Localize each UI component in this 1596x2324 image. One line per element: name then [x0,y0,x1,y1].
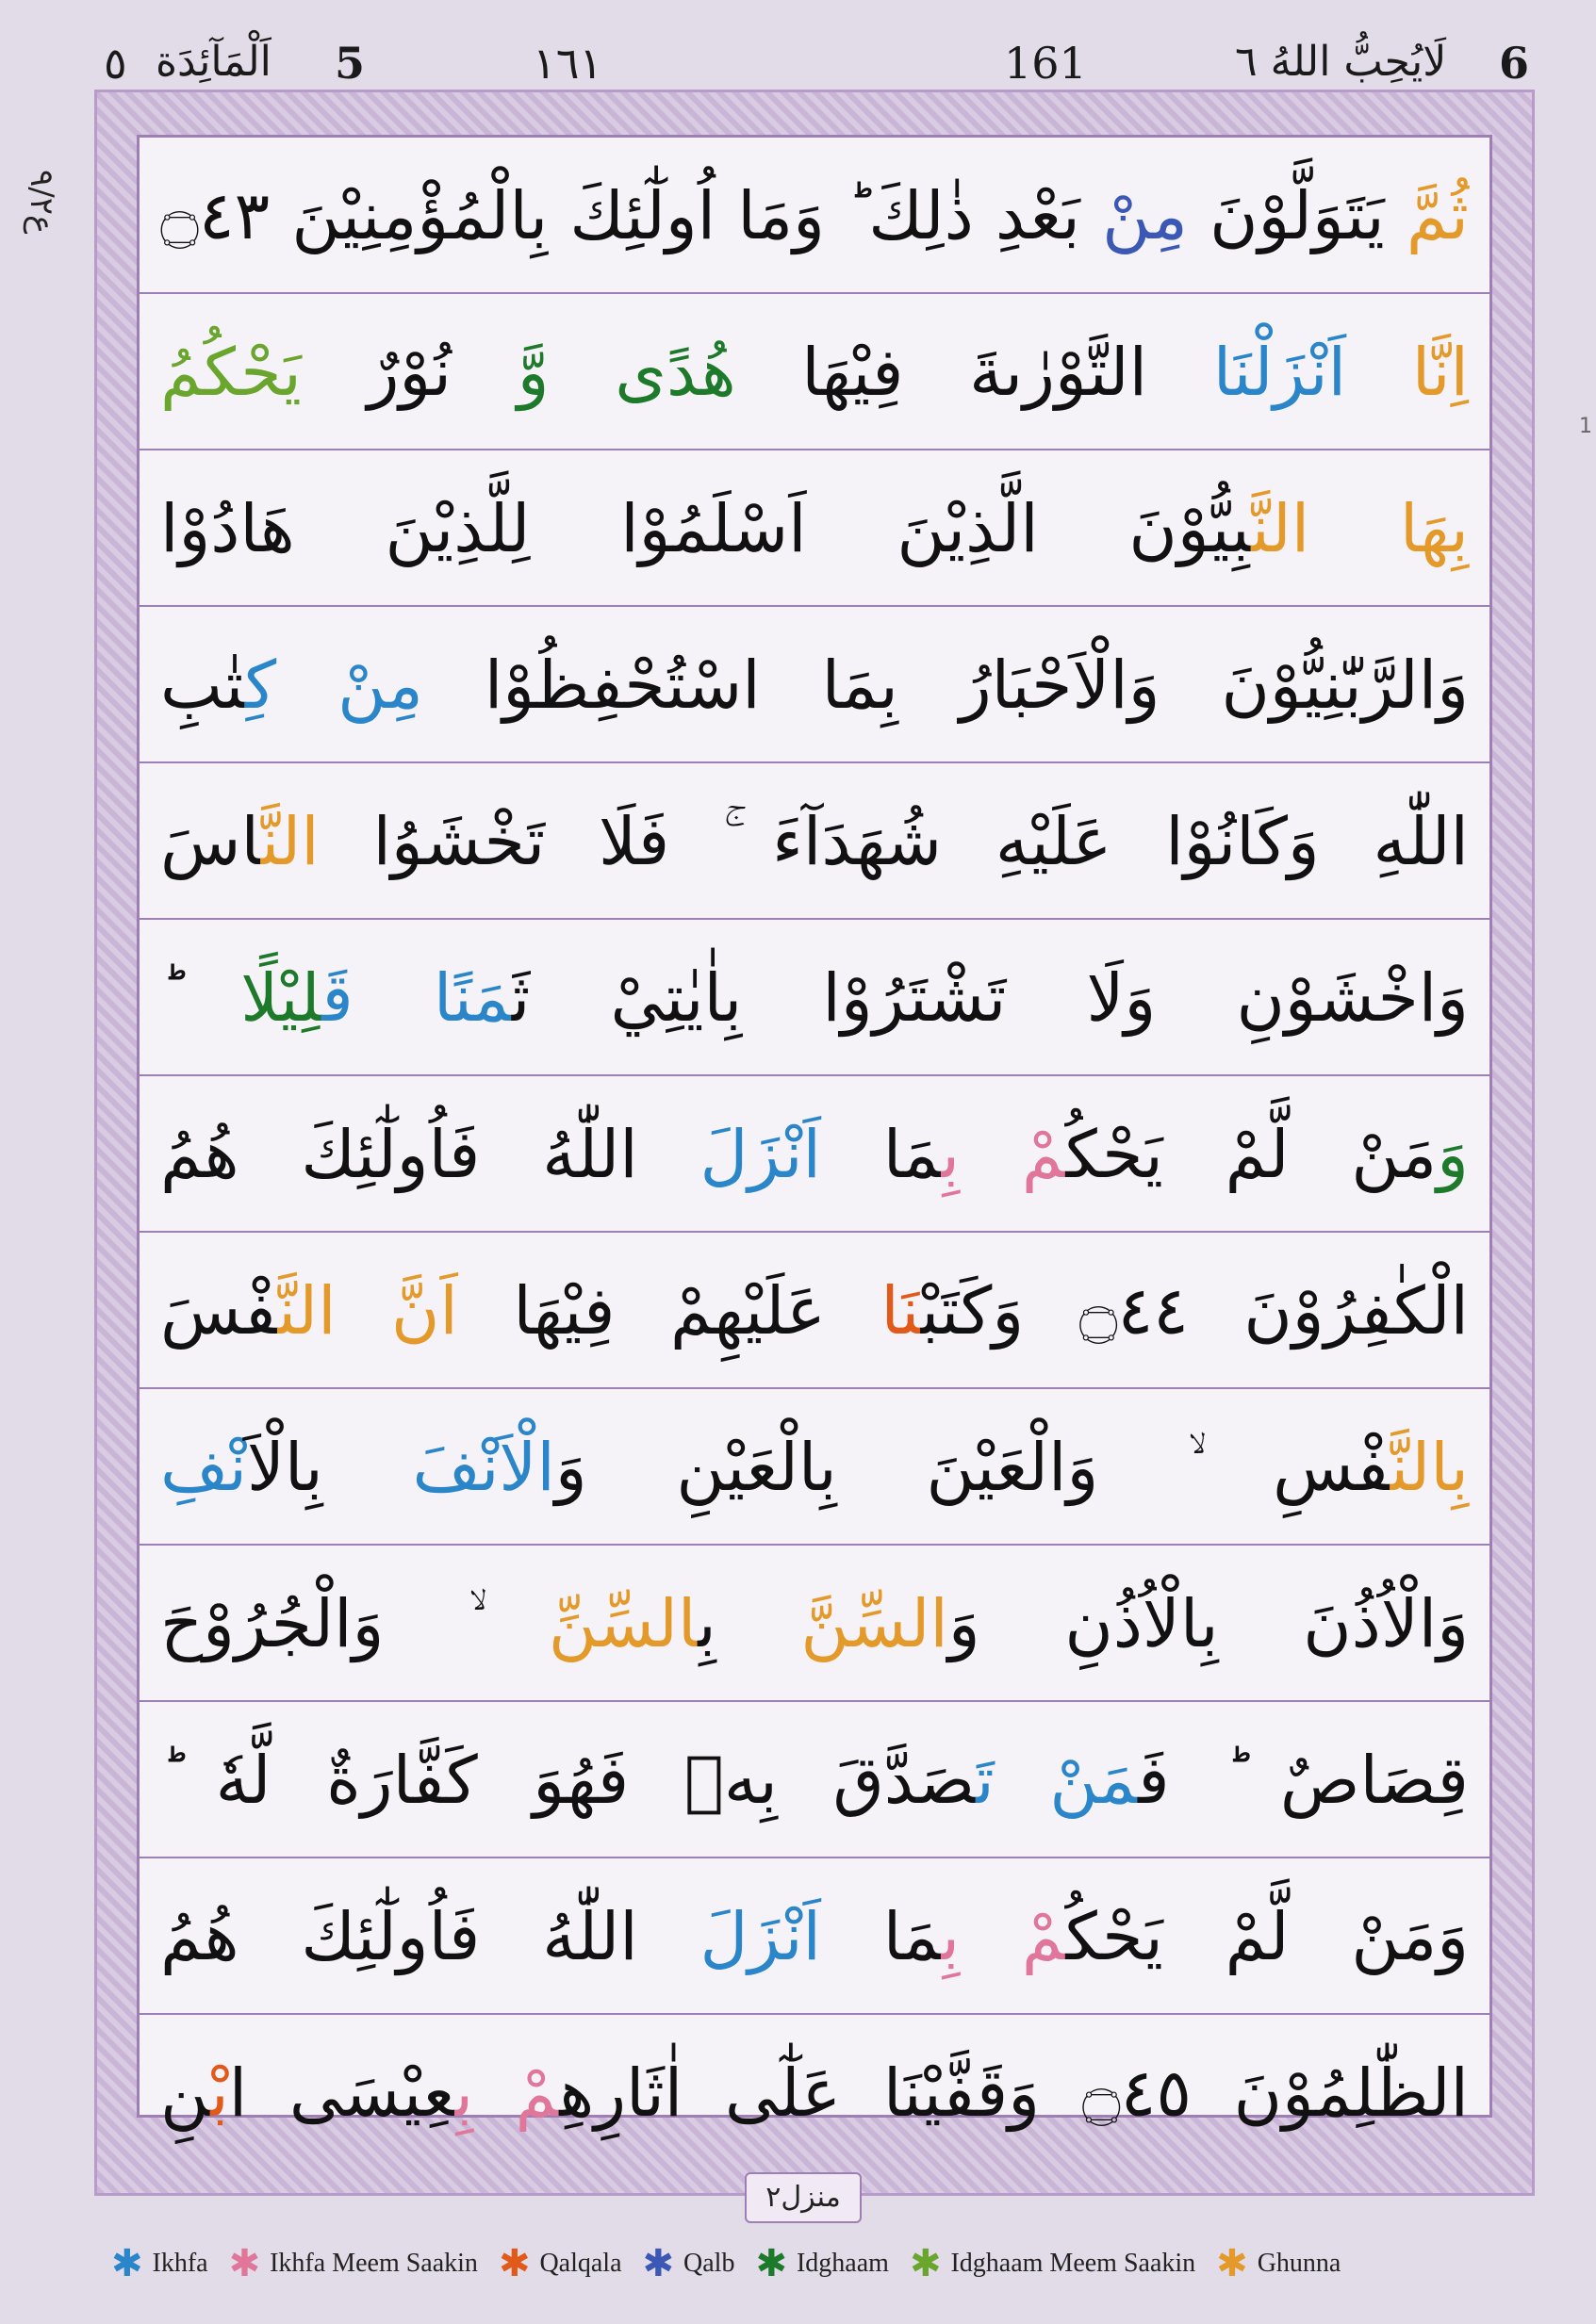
text-segment: فْسِ ۙ وَالْعَيْنَ بِالْعَيْنِ وَ [554,1429,1390,1506]
page-number: 161 [1004,38,1087,89]
surah-number: 5 [335,38,366,89]
tajweed-ikhfa-segment: مِنْ كِ [244,646,423,724]
star-icon: ✱ [111,2242,143,2285]
tajweed-ghunna-segment: السِّنِّ [548,1585,699,1662]
tajweed-ghunna-segment: بِهَا النَّ [1251,490,1470,567]
legend-item [909,2242,1196,2285]
legend-item [642,2242,735,2285]
legend-label: Ikhfa [152,2249,208,2278]
juz-name: لَايُحِبُّ اللهُ ٦ [1235,38,1447,86]
ayah-line [140,1702,1489,1858]
text-segment: ۙ وَالْجُرُوْحَ [160,1585,549,1662]
text-segment [1346,334,1412,411]
legend-item [228,2242,478,2285]
legend-label: Ghunna [1257,2249,1341,2278]
text-segment: صَدَّقَ بِهٖ فَهُوَ كَفَّارَةٌ لَّهٗ ؕ [160,1742,977,1819]
tajweed-ghunna-segment: بِالنَّ [1390,1429,1470,1506]
star-icon: ✱ [1216,2242,1248,2285]
star-icon: ✱ [755,2242,787,2285]
text-segment: عَلَيْهِمْ فِيْهَا [457,1272,881,1350]
text-segment: الْكٰفِرُوْنَ ۝٤٤ وَكَتَبْ [920,1272,1469,1350]
text-segment: يَتَوَلَّوْنَ [1187,177,1407,254]
star-icon: ✱ [498,2242,531,2285]
side-tick: 1 [1579,415,1592,438]
tajweed-ikhfa-meem-segment: مْ بِ [454,2054,560,2132]
ayah-line [140,1858,1489,2015]
legend-item [111,2242,208,2285]
ruku-marker: ع٩/٢ [23,170,60,235]
text-segment: وَالْاُذُنَ بِالْاُذُنِ وَ [947,1585,1469,1662]
ayah-line [140,1076,1489,1233]
star-icon: ✱ [909,2242,942,2285]
legend-label: Qalb [683,2249,735,2278]
ayah-line [140,920,1489,1076]
tajweed-qalqala-segment: بْ [210,2054,229,2132]
text-segment: وَمَنْ لَّمْ يَحْكُ [1065,1898,1469,1975]
tajweed-qalb-segment: مِنْ [1102,177,1188,254]
ayah-line [140,2015,1489,2171]
text-segment: عِيْسَى ا [228,2054,455,2132]
page-header [0,0,1596,94]
ayah-line [140,138,1489,294]
tajweed-ghunna-segment: اِنَّا [1411,334,1469,411]
text-segment: نِ [160,2054,211,2132]
ayah-line [140,763,1489,920]
tajweed-ikhfa-segment: الْاَنْفَ [412,1429,555,1506]
tajweed-legend [111,2235,1525,2292]
text-segment: التَّوْرٰىةَ فِيْهَا [735,334,1213,411]
page-number-arabic: ١٦١ [533,38,603,89]
quran-text-area [137,135,1492,2132]
tajweed-ikhfa-segment: اَنْزَلَ [699,1116,821,1193]
ayah-line [140,294,1489,450]
text-segment: بِيُّوْنَ الَّذِيْنَ اَسْلَمُوْا لِلَّذِيْنَ هَادُوْا [160,490,1252,567]
manzil-label: منزل٢ [745,2172,862,2223]
tajweed-idghaam-meem-segment: يَحْكُمُ [160,334,368,411]
tajweed-ghunna-segment: ثُمَّ [1406,177,1469,254]
ayah-line [140,1233,1489,1389]
text-segment: فْسَ [160,1272,278,1350]
tajweed-qalqala-segment: نَا [880,1272,921,1350]
legend-label: Idghaam Meem Saakin [950,2249,1196,2278]
ayah-line [140,1389,1489,1546]
tajweed-ikhfa-meem-segment: مْ بِ [941,1116,1066,1193]
legend-label: Ikhfa Meem Saakin [270,2249,478,2278]
tajweed-ghunna-segment: السِّنَّ [800,1585,948,1662]
text-segment: وَاخْشَوْنِ وَلَا تَشْتَرُوْا بِاٰيٰتِيْ ثَ [511,959,1469,1037]
ayah-line [140,607,1489,763]
legend-label: Qalqala [539,2249,622,2278]
text-segment: بِالْاَ [246,1429,413,1506]
star-icon: ✱ [642,2242,675,2285]
ayah-line [140,1546,1489,1702]
juz-number: 6 [1499,38,1530,89]
tajweed-idghaam-segment: هُدًى وَّ [517,334,736,411]
text-segment: اسَ [160,803,261,880]
text-segment: وَالرَّبّٰنِيُّوْنَ وَالْاَحْبَارُ بِمَا اسْتُحْفِظُوْا [422,646,1469,724]
tajweed-ikhfa-segment: مَنًا قَ [321,959,512,1037]
tajweed-ikhfa-segment: نْفِ [160,1429,247,1506]
tajweed-ghunna-segment: النَّ [260,803,320,880]
tajweed-ikhfa-meem-segment: مْ بِ [941,1898,1066,1975]
tajweed-ghunna-segment: اَنَّ النَّ [277,1272,458,1350]
surah-number-arabic: ٥ [104,38,127,89]
legend-label: Idghaam [796,2249,889,2278]
text-segment: الظّٰلِمُوْنَ ۝٤٥ وَقَفَّيْنَا عَلٰٓى اٰثَارِهِ [559,2054,1469,2132]
text-segment: بَعْدِ ذٰلِكَ ؕ وَمَا اُولٰٓئِكَ بِالْمُؤْمِنِيْنَ ۝٤٣ [160,177,1103,254]
text-segment: ؕ [160,959,241,1037]
tajweed-ikhfa-segment: اَنْزَلْنَا [1212,334,1347,411]
text-segment: مَا [820,1116,942,1193]
surah-name: اَلْمَآئِدَة [156,38,271,86]
text-segment: مَا [820,1898,942,1975]
text-segment: قِصَاصٌ ؕ فَ [1138,1742,1469,1819]
text-segment: اللّٰهُ فَاُولٰٓئِكَ هُمُ [160,1116,700,1193]
text-segment: نُوْرٌ [367,334,518,411]
ayah-line [140,450,1489,607]
legend-item [498,2242,622,2285]
tajweed-idghaam-segment: لِيْلًا [240,959,322,1037]
page-border-frame [94,90,1535,2196]
legend-item [1216,2242,1341,2285]
text-segment: اللّٰهِ وَكَانُوْا عَلَيْهِ شُهَدَآءَ ۚ فَلَا تَخْشَوُا [319,803,1469,880]
tajweed-ikhfa-segment: اَنْزَلَ [699,1898,821,1975]
legend-item [755,2242,889,2285]
tajweed-idghaam-segment: وَ [1437,1116,1469,1193]
text-segment: بِ [698,1585,801,1662]
text-segment: اللّٰهُ فَاُولٰٓئِكَ هُمُ [160,1898,700,1975]
text-segment: تٰبِ [160,646,245,724]
tajweed-ikhfa-segment: مَنْ تَ [976,1742,1139,1819]
star-icon: ✱ [228,2242,261,2285]
text-segment: مَنْ لَّمْ يَحْكُ [1065,1116,1438,1193]
